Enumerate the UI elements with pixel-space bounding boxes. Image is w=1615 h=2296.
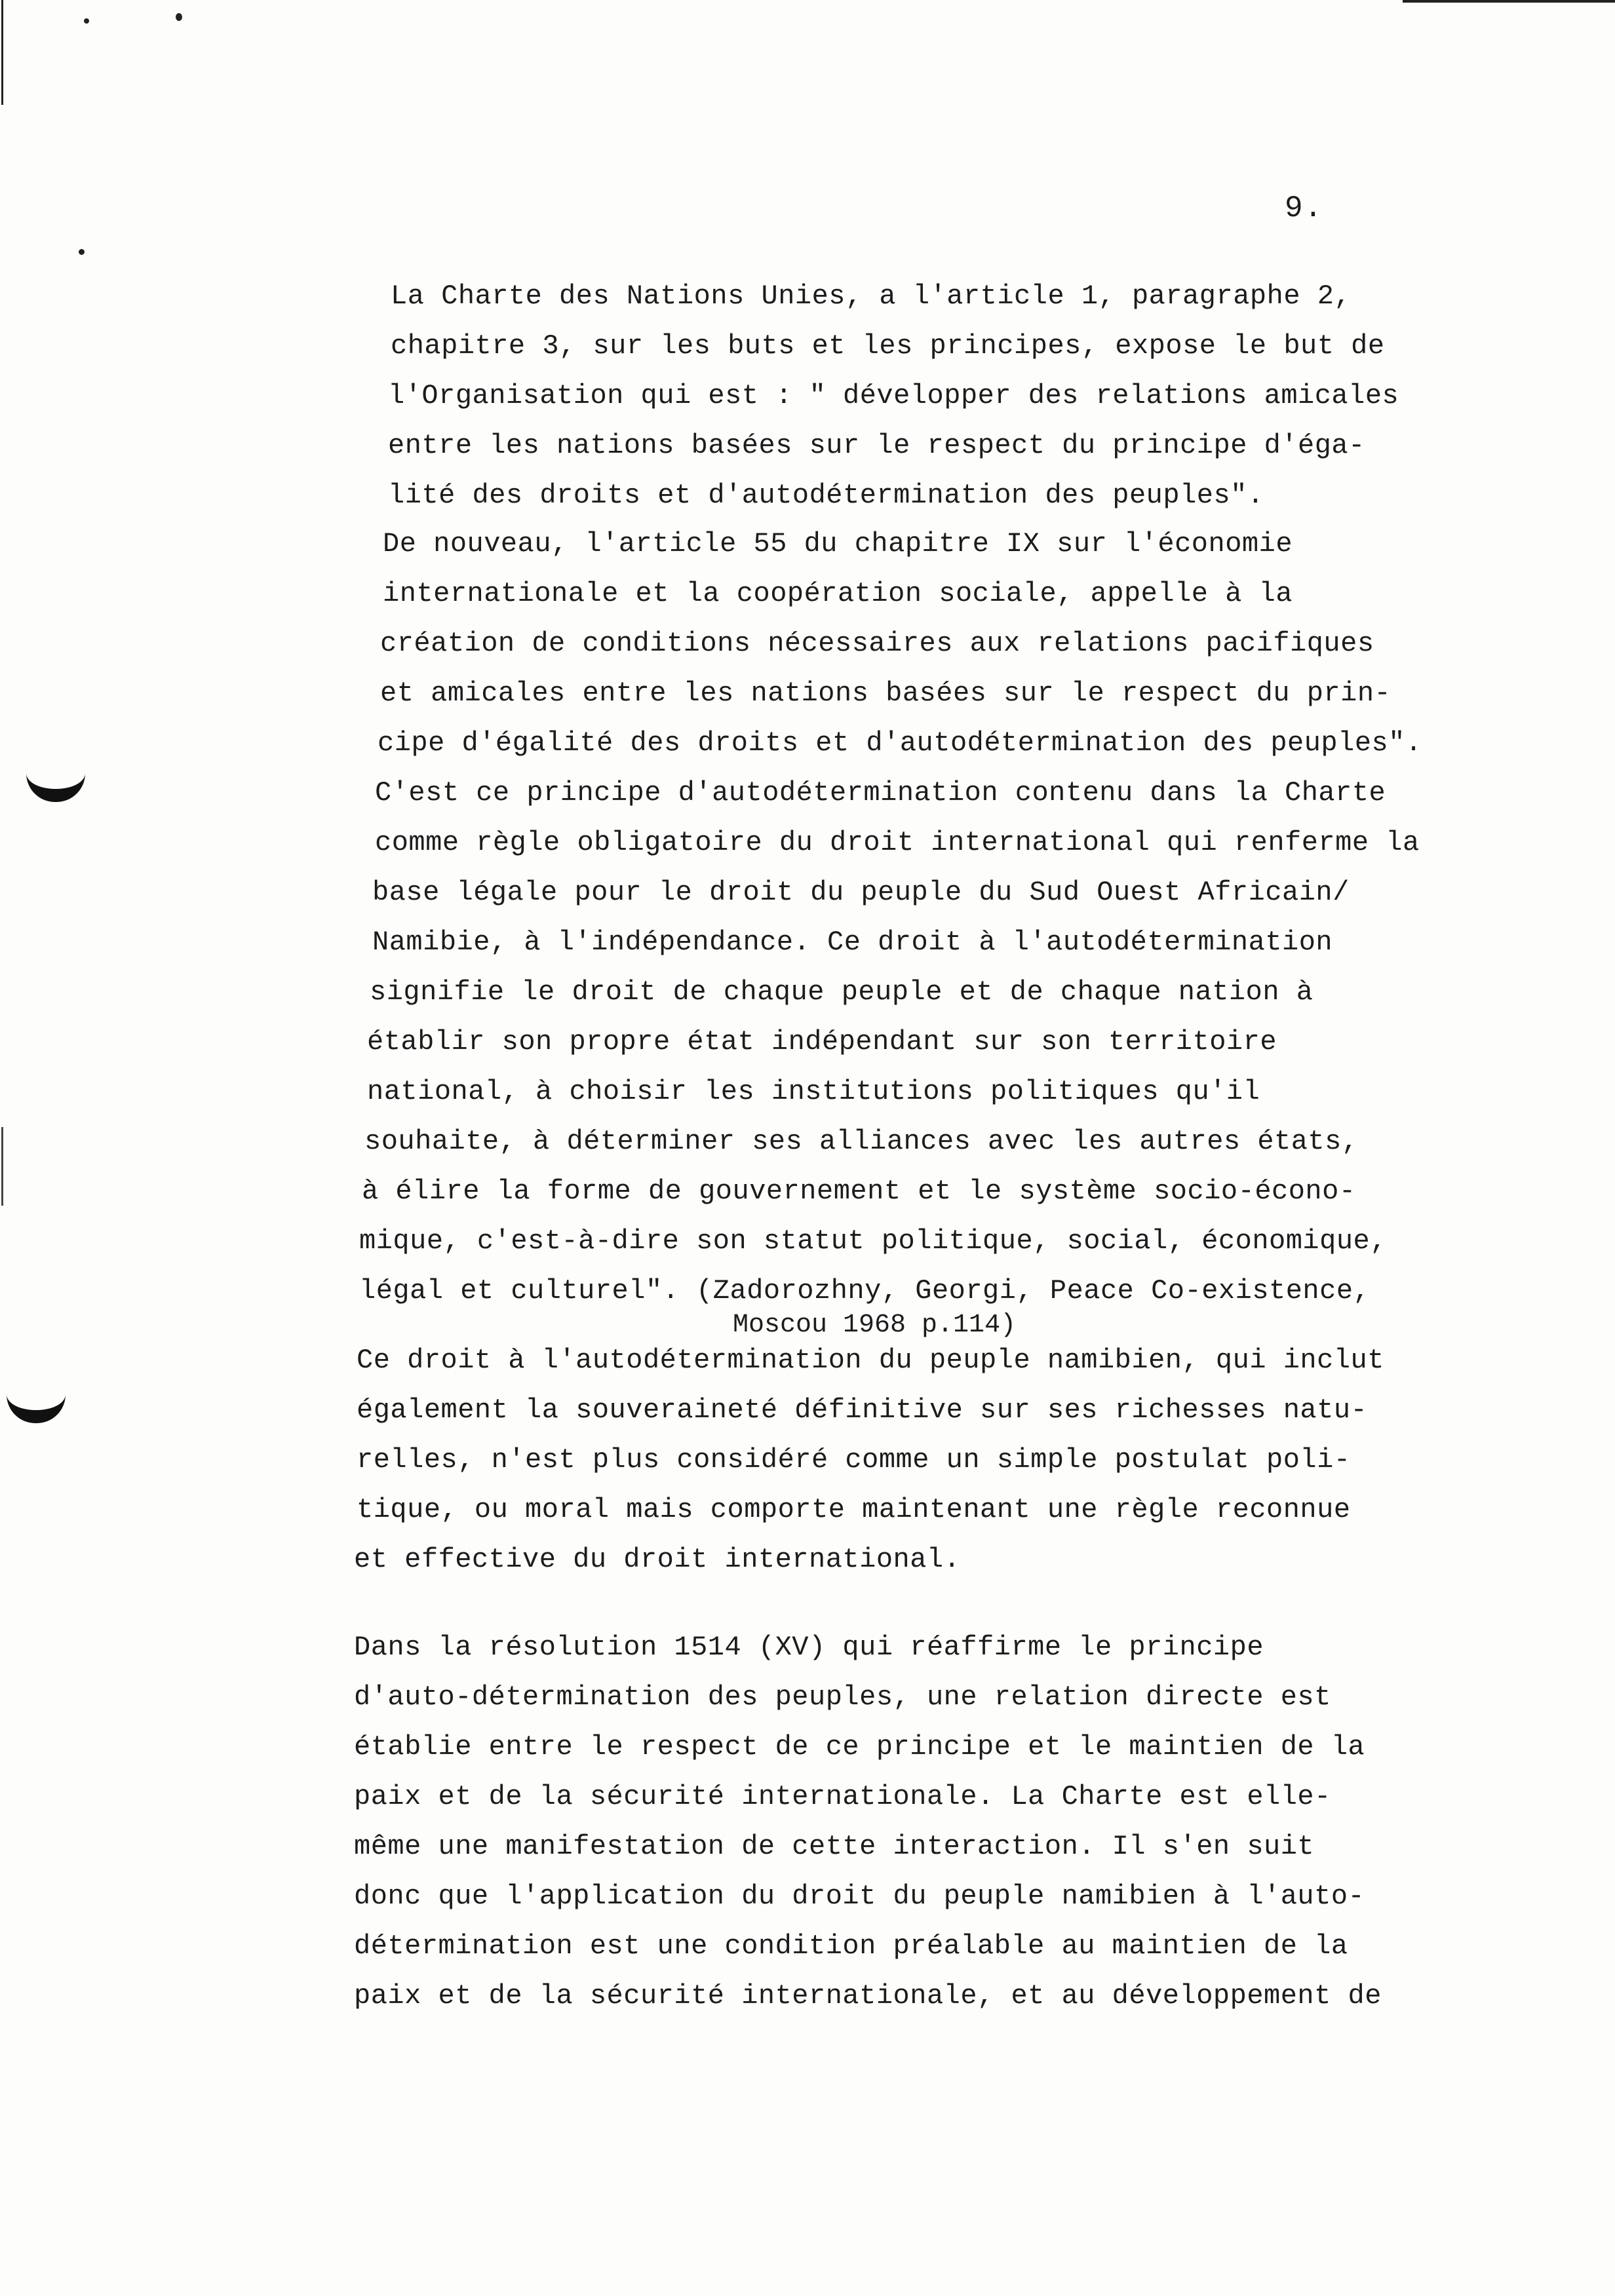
- scan-speck: [84, 18, 89, 24]
- text-line: cipe d'égalité des droits et d'autodétermination des peuples".: [378, 727, 1422, 759]
- text-line: établir son propre état indépendant sur son territoire: [367, 1026, 1277, 1058]
- text-line: détermination est une condition préalable au maintien de la: [354, 1930, 1348, 1962]
- text-line: tique, ou moral mais comporte maintenant une règle reconnue: [357, 1494, 1351, 1525]
- scan-speck: [176, 13, 182, 21]
- text-line: et amicales entre les nations basées sur le respect du prin-: [380, 678, 1391, 709]
- text-line: souhaite, à déterminer ses alliances avec les autres états,: [364, 1126, 1359, 1157]
- text-line: donc que l'application du droit du peuple namibien à l'auto-: [354, 1881, 1365, 1912]
- text-line: à élire la forme de gouvernement et le système socio-écono-: [362, 1176, 1356, 1207]
- text-line: Ce droit à l'autodétermination du peuple namibien, qui inclut: [357, 1345, 1384, 1376]
- text-line: et effective du droit international.: [354, 1544, 961, 1575]
- text-line: chapitre 3, sur les buts et les principes, expose le but de: [391, 330, 1385, 362]
- text-line: relles, n'est plus considéré comme un simple postulat poli-: [357, 1444, 1351, 1476]
- text-line: mique, c'est-à-dire son statut politique, social, économique,: [359, 1225, 1387, 1257]
- text-line: La Charte des Nations Unies, a l'article 1, paragraphe 2,: [391, 280, 1352, 312]
- text-line: signifie le droit de chaque peuple et de chaque nation à: [370, 976, 1313, 1008]
- punch-hole-mark: [7, 1394, 66, 1423]
- text-line: l'Organisation qui est : " développer des relations amicales: [388, 380, 1399, 411]
- text-line: entre les nations basées sur le respect du principe d'éga-: [388, 430, 1365, 461]
- text-line: Dans la résolution 1514 (XV) qui réaffirme le principe: [354, 1632, 1264, 1663]
- page-number: 9.: [1285, 191, 1324, 225]
- text-line: d'auto-détermination des peuples, une relation directe est: [354, 1681, 1331, 1713]
- text-line: internationale et la coopération sociale, appelle à la: [383, 578, 1293, 609]
- text-line: également la souveraineté définitive sur ses richesses natu-: [357, 1394, 1368, 1426]
- citation-continuation: Moscou 1968 p.114): [733, 1311, 1017, 1340]
- scan-edge-mark: [1, 0, 3, 105]
- text-line: même une manifestation de cette interaction. Il s'en suit: [354, 1831, 1315, 1862]
- text-line: lité des droits et d'autodétermination des peuples".: [388, 480, 1264, 511]
- text-line: comme règle obligatoire du droit international qui renferme la: [375, 827, 1420, 858]
- text-line: Namibie, à l'indépendance. Ce droit à l'autodétermination: [372, 927, 1333, 958]
- punch-hole-mark: [26, 773, 85, 802]
- scan-edge-mark: [1, 1127, 3, 1206]
- scan-edge-mark: [1403, 0, 1615, 3]
- text-line: création de conditions nécessaires aux relations pacifiques: [380, 628, 1374, 659]
- text-line: paix et de la sécurité internationale. La Charte est elle-: [354, 1781, 1331, 1812]
- text-line: paix et de la sécurité internationale, et au développement de: [354, 1980, 1382, 2012]
- scan-speck: [79, 249, 85, 255]
- text-line: base légale pour le droit du peuple du Sud Ouest Africain/: [372, 877, 1350, 908]
- text-line: établie entre le respect de ce principe et le maintien de la: [354, 1731, 1365, 1763]
- text-line: national, à choisir les institutions politiques qu'il: [367, 1076, 1260, 1107]
- text-line: C'est ce principe d'autodétermination contenu dans la Charte: [375, 777, 1386, 809]
- text-line: légal et culturel". (Zadorozhny, Georgi, Peace Co-existence,: [359, 1275, 1371, 1307]
- text-line: De nouveau, l'article 55 du chapitre IX sur l'économie: [383, 528, 1293, 560]
